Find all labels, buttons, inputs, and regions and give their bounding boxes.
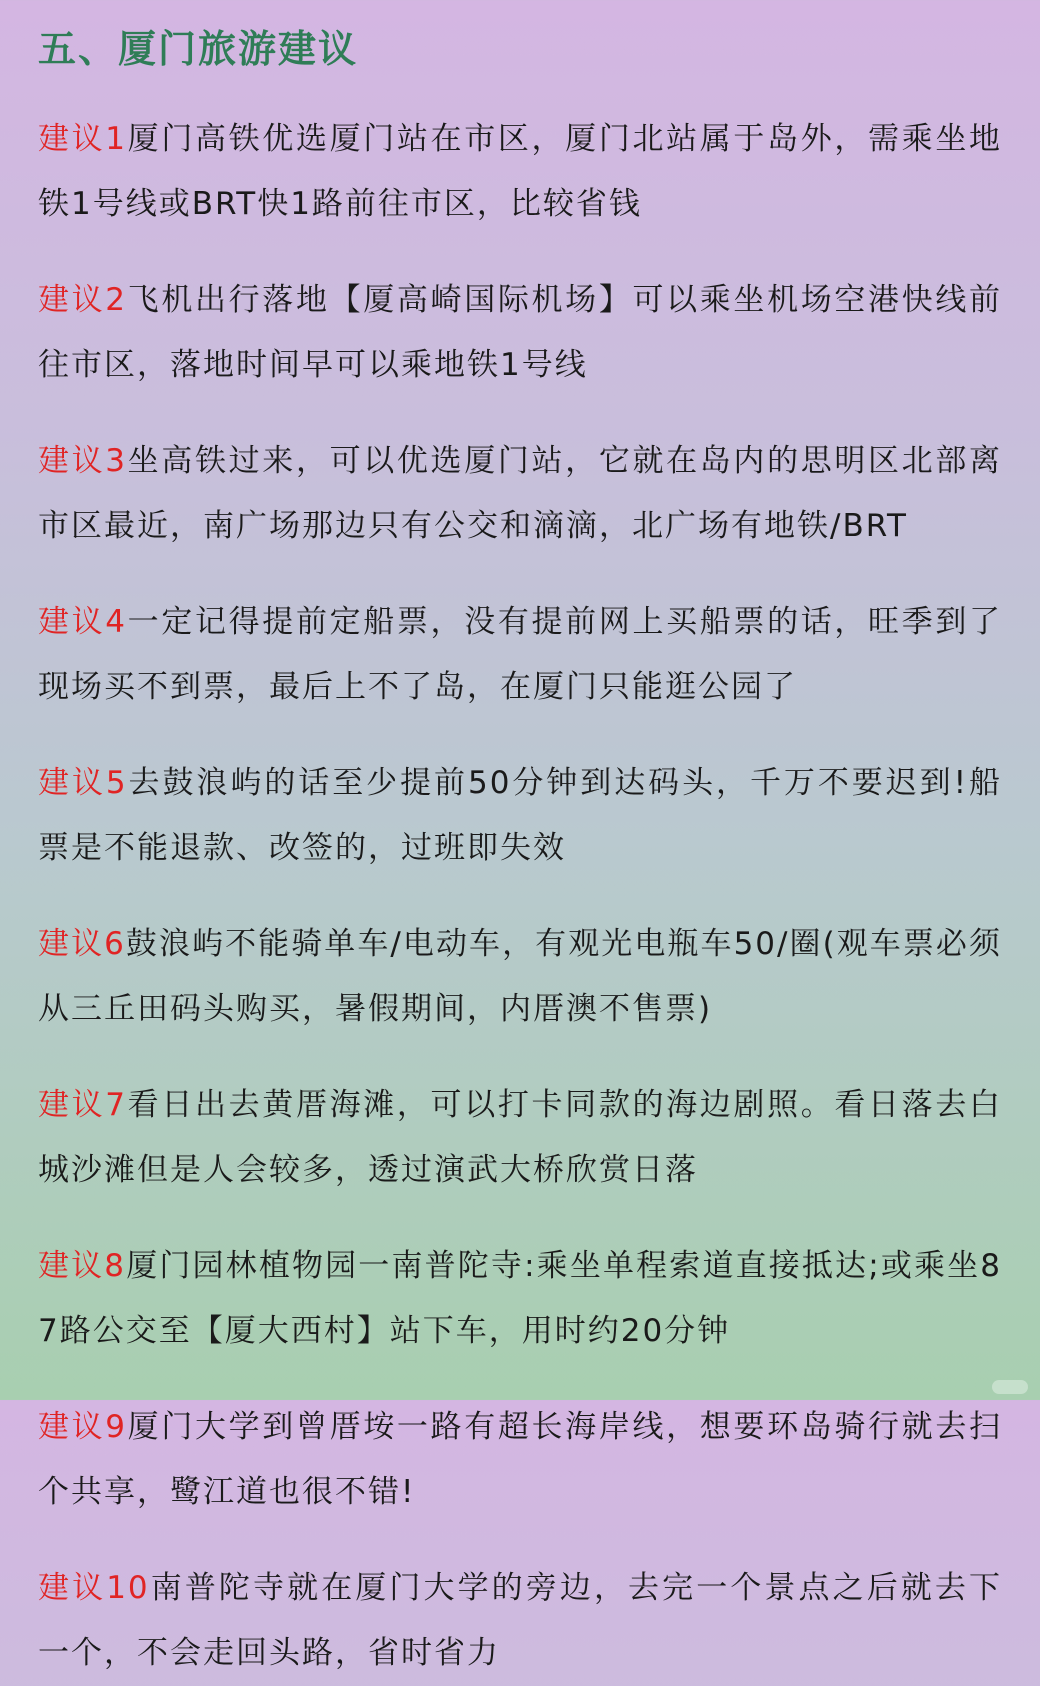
tip-text: 去鼓浪屿的话至少提前50分钟到达码头，千万不要迟到!船票是不能退款、改签的，过班即失效 xyxy=(38,765,1002,866)
tip-text: 一定记得提前定船票，没有提前网上买船票的话，旺季到了现场买不到票，最后上不了岛，在厦门只能逛公园了 xyxy=(38,604,1002,705)
tip-text: 厦门大学到曾厝垵一路有超长海岸线，想要环岛骑行就去扫个共享，鹭江道也很不错! xyxy=(38,1409,1002,1510)
tip-label: 建议5 xyxy=(38,765,128,801)
page-title: 五、厦门旅游建议 xyxy=(38,27,359,71)
tip-item-10 xyxy=(38,1556,1002,1686)
tip-text: 看日出去黄厝海滩，可以打卡同款的海边剧照。看日落去白城沙滩但是人会较多，透过演武大桥欣赏日落 xyxy=(38,1087,1002,1188)
tip-label: 建议8 xyxy=(38,1248,127,1284)
tip-item-8 xyxy=(38,1234,1002,1364)
tip-text: 鼓浪屿不能骑单车/电动车，有观光电瓶车50/圈(观车票必须从三丘田码头购买，暑假期间，内厝澳不售票) xyxy=(38,926,1002,1027)
tip-item-5 xyxy=(38,751,1002,881)
tip-label: 建议6 xyxy=(38,926,126,962)
tip-item-4 xyxy=(38,590,1002,720)
tip-text: 厦门高铁优选厦门站在市区，厦门北站属于岛外，需乘坐地铁1号线或BRT快1路前往市区，比较省钱 xyxy=(38,121,1002,222)
tip-item-1 xyxy=(38,107,1002,237)
watermark-badge xyxy=(992,1380,1028,1394)
tip-item-7 xyxy=(38,1073,1002,1203)
tip-label: 建议3 xyxy=(38,443,128,479)
tip-label: 建议1 xyxy=(38,121,128,157)
tip-item-6 xyxy=(38,912,1002,1042)
tip-label: 建议7 xyxy=(38,1087,128,1123)
tip-text: 坐高铁过来，可以优选厦门站，它就在岛内的思明区北部离市区最近，南广场那边只有公交和滴滴，北广场有地铁/BRT xyxy=(38,443,1002,544)
tip-label: 建议4 xyxy=(38,604,128,640)
tip-label: 建议2 xyxy=(38,282,128,318)
tip-item-3 xyxy=(38,429,1002,559)
tip-text: 南普陀寺就在厦门大学的旁边，去完一个景点之后就去下一个，不会走回头路，省时省力 xyxy=(38,1570,1002,1671)
tip-label: 建议10 xyxy=(38,1570,150,1606)
tips-list xyxy=(38,107,1002,1686)
tip-label: 建议9 xyxy=(38,1409,128,1445)
tip-text: 飞机出行落地【厦高崎国际机场】可以乘坐机场空港快线前往市区，落地时间早可以乘地铁1号线 xyxy=(38,282,1002,383)
tip-item-9 xyxy=(38,1395,1002,1525)
tip-text: 厦门园林植物园一南普陀寺:乘坐单程索道直接抵达;或乘坐87路公交至【厦大西村】站下车，用时约20分钟 xyxy=(38,1248,1003,1349)
tip-item-2 xyxy=(38,268,1002,398)
